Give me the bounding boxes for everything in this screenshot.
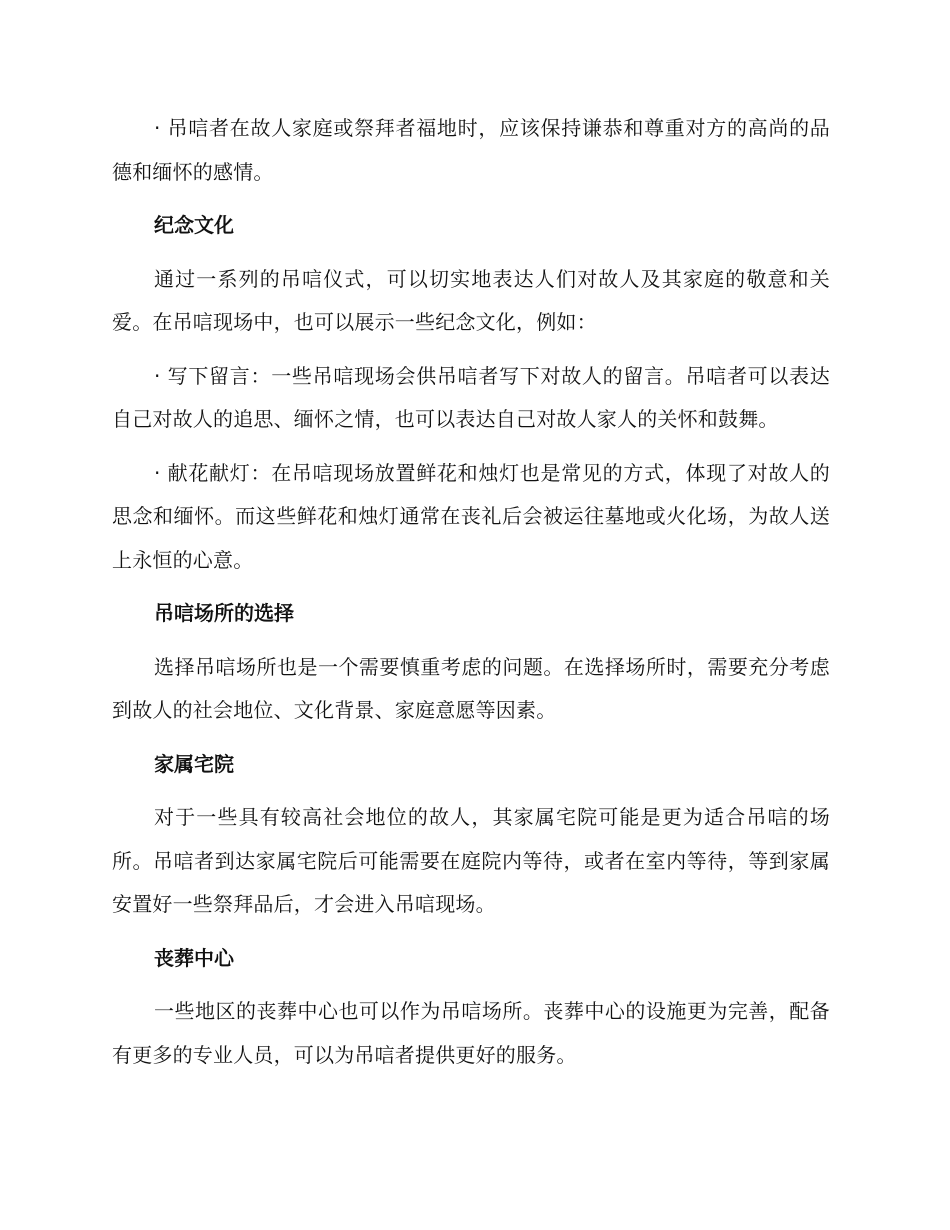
heading-venue-choice: 吊唁场所的选择 bbox=[154, 601, 294, 625]
paragraph-venue-intro: 选择吊唁场所也是一个需要慎重考虑的问题。在选择场所时，需要充分考虑到故人的社会地位、文化背景、家庭意愿等因素。 bbox=[112, 654, 830, 722]
heading-funeral-center: 丧葬中心 bbox=[154, 945, 234, 970]
paragraph-etiquette: · 吊唁者在故人家庭或祭拜者福地时，应该保持谦恭和尊重对方的高尚的品德和缅怀的感情。 bbox=[112, 116, 830, 184]
paragraph-memorial-intro: 通过一系列的吊唁仪式，可以切实地表达人们对故人及其家庭的敬意和关爱。在吊唁现场中，也可以展示一些纪念文化，例如： bbox=[112, 266, 830, 334]
heading-memorial-culture: 纪念文化 bbox=[154, 213, 234, 237]
paragraph-flowers-candles: · 献花献灯：在吊唁现场放置鲜花和烛灯也是常见的方式，体现了对故人的思念和缅怀。而这些鲜花和烛灯通常在丧礼后会被运往墓地或火化场，为故人送上永恒的心意。 bbox=[112, 460, 830, 572]
paragraph-write-message: · 写下留言：一些吊唁现场会供吊唁者写下对故人的留言。吊唁者可以表达自己对故人的追思、缅怀之情，也可以表达自己对故人家人的关怀和鼓舞。 bbox=[112, 363, 830, 431]
heading-family-residence: 家属宅院 bbox=[154, 751, 234, 776]
paragraph-family-residence: 对于一些具有较高社会地位的故人，其家属宅院可能是更为适合吊唁的场所。吊唁者到达家属宅院后可能需要在庭院内等待，或者在室内等待，等到家属安置好一些祭拜品后，才会进入吊唁现场。 bbox=[112, 805, 830, 916]
document-body bbox=[112, 107, 830, 1087]
paragraph-funeral-center: 一些地区的丧葬中心也可以作为吊唁场所。丧葬中心的设施更为完善，配备有更多的专业人员，可以为吊唁者提供更好的服务。 bbox=[112, 999, 830, 1067]
